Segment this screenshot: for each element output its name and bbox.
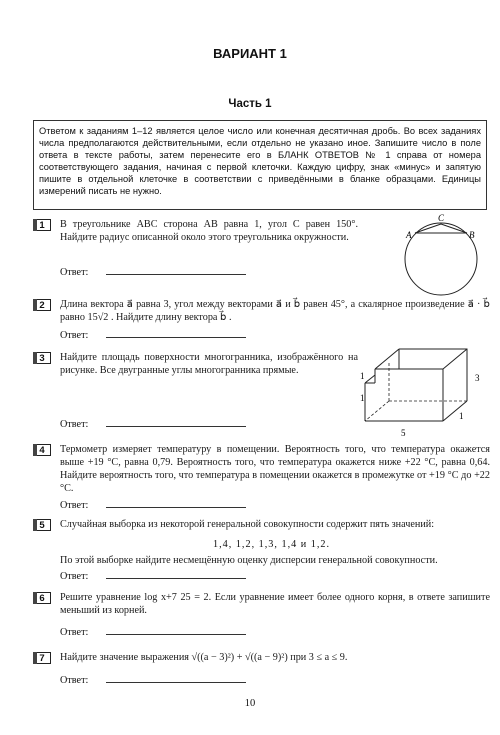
task-7 <box>33 652 493 686</box>
answer-field[interactable] <box>60 674 246 686</box>
answer-label: Ответ: <box>60 330 89 341</box>
task-4 <box>33 444 493 514</box>
answer-label: Ответ: <box>60 419 89 430</box>
task-number: 4 <box>33 444 51 456</box>
task-text: Найдите площадь поверхности многогранника, изображённого на рисунке. Все двугранные углы многогранника прямые. <box>60 352 358 376</box>
task-text-2: По этой выборке найдите несмещённую оценку дисперсии генеральной совокупности. <box>60 555 438 566</box>
answer-label: Ответ: <box>60 267 89 278</box>
answer-line[interactable] <box>106 499 246 508</box>
task-1 <box>33 213 493 289</box>
task-text: Случайная выборка из некоторой генеральной совокупности содержит пять значений: <box>60 519 435 530</box>
task-number: 2 <box>33 299 51 311</box>
task-text: Решите уравнение log x+7 25 = 2. Если уравнение имеет более одного корня, в ответе запишите меньший из корней. <box>60 592 490 616</box>
answer-field[interactable] <box>60 266 246 278</box>
answer-line[interactable] <box>106 570 246 579</box>
task-number: 3 <box>33 352 51 364</box>
label-bottom: 5 <box>401 428 406 438</box>
task-text: В треугольнике ABC сторона AB равна 1, угол C равен 150°. Найдите радиус описанной около этого треугольника окружности. <box>60 219 358 243</box>
answer-line[interactable] <box>106 266 246 275</box>
task-text: Термометр измеряет температуру в помещении. Вероятность того, что температура окажется выше +19 °C, равна 0,79. Вероятность того, что температура окажется ниже +22 °C, равна 0,64. Найдите вероятность того, что температура в помещении окажется в промежутке от +19 °C до +22 °C. <box>60 444 490 494</box>
task-3 <box>33 352 493 438</box>
answer-label: Ответ: <box>60 675 89 686</box>
answer-label: Ответ: <box>60 500 89 511</box>
page-number: 10 <box>244 698 256 709</box>
task-number: 7 <box>33 652 51 664</box>
label-bottom-right: 1 <box>459 411 464 421</box>
task-2 <box>33 299 493 341</box>
task-text: Найдите значение выражения √((a − 3)²) + √((a − 9)²) при 3 ≤ a ≤ 9. <box>60 652 348 663</box>
label-right: 3 <box>475 373 480 383</box>
label-a: A <box>406 230 412 240</box>
task-5 <box>33 519 493 581</box>
task-number: 1 <box>33 219 51 231</box>
answer-field[interactable] <box>60 570 246 582</box>
task-text: Длина вектора a⃗ равна 3, угол между векторами a⃗ и b⃗ равен 45°, а скалярное произведение a⃗ · b⃗ равно 15√2 . Найдите длину вектора b⃗ . <box>60 299 490 323</box>
instructions-box: Ответом к заданиям 1–12 является целое число или конечная десятичная дробь. Во всех заданиях числа предполагаются действительными, если отдельно не указано иное. Запишите число в поле ответа в тексте работы, затем перенесите его в БЛАНК ОТВЕТОВ № 1 справа от номера соответствующего задания, начиная с первой клеточки. Каждую цифру, знак «минус» и запятую пишите в отдельной клеточке в соответствии с приведёнными в бланке образцами. Единицы измерений писать не нужно. <box>33 120 487 210</box>
answer-field[interactable] <box>60 626 246 638</box>
answer-label: Ответ: <box>60 627 89 638</box>
task-number: 5 <box>33 519 51 531</box>
circle-triangle-figure <box>395 213 489 297</box>
answer-line[interactable] <box>106 626 246 635</box>
label-b: B <box>469 230 475 240</box>
variant-title: ВАРИАНТ 1 <box>213 46 287 61</box>
part-title: Часть 1 <box>228 98 272 110</box>
answer-line[interactable] <box>106 418 246 427</box>
task-number: 6 <box>33 592 51 604</box>
polyhedron-figure <box>360 347 493 442</box>
answer-label: Ответ: <box>60 571 89 582</box>
answer-field[interactable] <box>60 418 246 430</box>
label-left-bottom: 1 <box>360 393 365 403</box>
task-6 <box>33 592 493 637</box>
label-left-top: 1 <box>360 371 365 381</box>
answer-field[interactable] <box>60 499 246 511</box>
answer-line[interactable] <box>106 674 246 683</box>
label-c: C <box>438 213 445 223</box>
answer-field[interactable] <box>60 329 246 341</box>
answer-line[interactable] <box>106 329 246 338</box>
sample-values: 1,4, 1,2, 1,3, 1,4 и 1,2. <box>213 539 331 550</box>
